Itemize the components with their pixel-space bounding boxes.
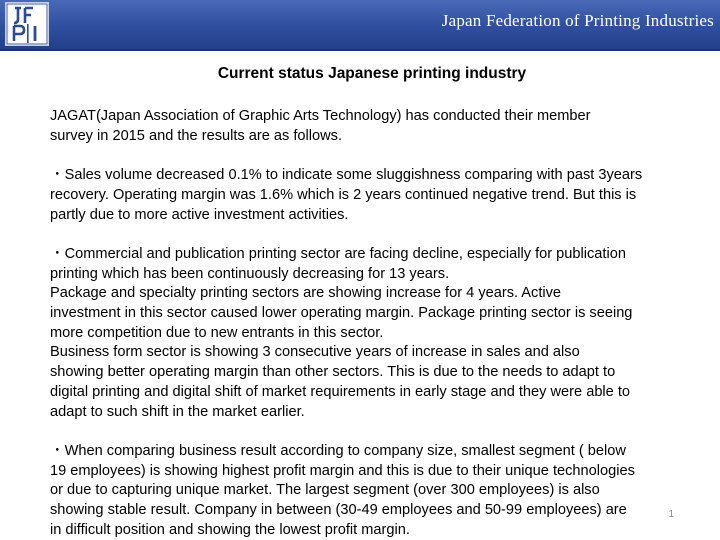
jfpi-logo-mark [6,3,48,45]
body-line: ・When comparing business result according to company size, smallest segment ( below [50,442,626,459]
body-line: digital printing and digital shift of market requirements in early stage and they were able to [50,383,631,400]
slide-body [50,107,710,540]
body-line: in difficult position and showing the lowest profit margin. [50,521,410,538]
paragraph-gap [50,225,710,245]
body-line: showing stable result. Company in between (30-49 employees and 50-99 employees) are [50,502,627,519]
body-line: ・Sales volume decreased 0.1% to indicate some sluggishness comparing with past 3years [50,167,643,184]
body-line: 19 employees) is showing highest profit margin and this is due to their unique technologies [50,462,635,479]
body-line: Package and specialty printing sectors are showing increase for 4 years. Active [50,285,562,302]
body-line: partly due to more active investment activities. [50,206,349,223]
header-bar [0,0,720,49]
body-line: survey in 2015 and the results are as follows. [50,127,343,144]
body-line: or due to capturing unique market. The largest segment (over 300 employees) is also [50,482,600,499]
page-number: 1 [668,509,674,520]
body-line: ・Commercial and publication printing sector are facing decline, especially for publication [50,245,626,262]
body-line: printing which has been continuously decreasing for 13 years. [50,265,450,282]
body-line: adapt to such shift in the market earlier. [50,403,305,420]
body-line: Business form sector is showing 3 consecutive years of increase in sales and also [50,344,580,361]
organization-name: Japan Federation of Printing Industries [441,11,714,30]
body-line: more competition due to new entrants in this sector. [50,324,384,341]
paragraph-gap [50,422,710,442]
jfpi-logo [5,2,49,46]
body-line: investment in this sector caused lower operating margin. Package printing sector is seeing [50,305,633,321]
paragraph-gap [50,146,710,166]
slide-title: Current status Japanese printing industry [217,65,527,82]
body-line: JAGAT(Japan Association of Graphic Arts Technology) has conducted their member [50,108,591,124]
body-line: showing better operating margin than other sectors. This is due to the needs to adapt to [50,364,616,381]
header-divider [0,49,720,51]
body-line: recovery. Operating margin was 1.6% which is 2 years continued negative trend. But this is [50,186,637,203]
